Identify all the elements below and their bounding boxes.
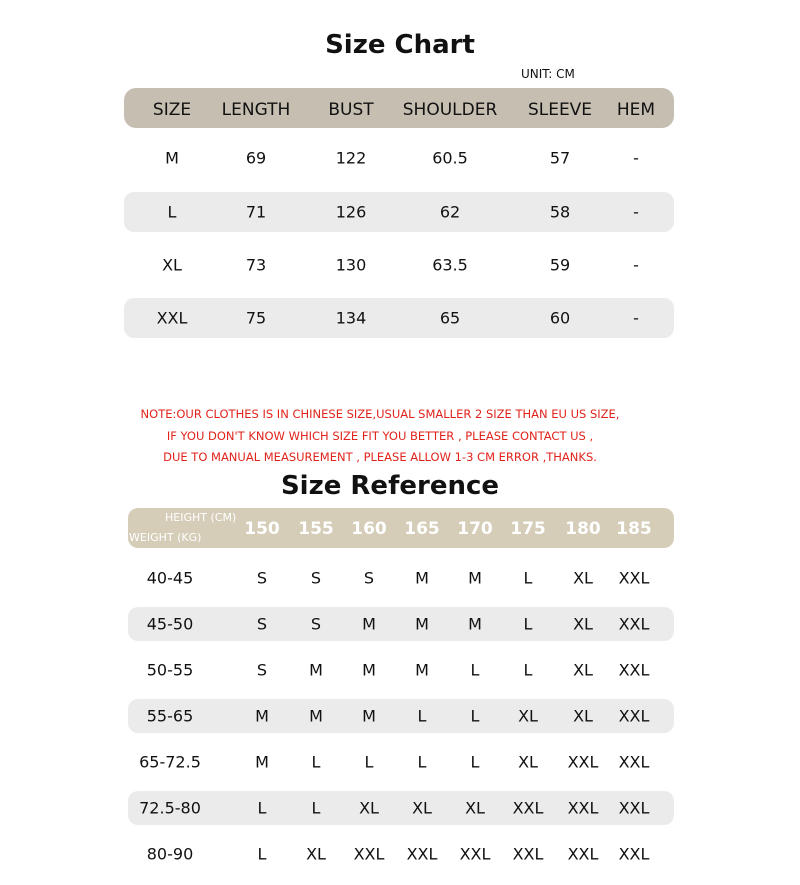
height-header: 150 <box>244 519 280 539</box>
size-cell: S <box>310 614 322 634</box>
measurement-cell: 63.5 <box>432 255 468 275</box>
unit-label: UNIT: CM <box>521 67 575 81</box>
note-line-3: DUE TO MANUAL MEASUREMENT , PLEASE ALLOW 1-3 CM ERROR ,THANKS. <box>163 450 597 464</box>
column-header: SHOULDER <box>402 100 498 120</box>
size-cell: XXL <box>156 308 188 328</box>
measurement-cell: 71 <box>245 202 267 222</box>
size-cell: L <box>311 798 321 818</box>
size-cell: M <box>165 148 179 168</box>
size-cell: S <box>363 568 375 588</box>
size-cell: XXL <box>406 844 438 864</box>
measurement-cell: 69 <box>245 148 267 168</box>
size-cell: M <box>309 660 323 680</box>
measurement-cell: 60 <box>549 308 571 328</box>
size-chart-title: Size Chart <box>325 30 475 60</box>
size-cell: XL <box>573 614 593 634</box>
measurement-cell: 60.5 <box>432 148 468 168</box>
size-cell: S <box>256 614 268 634</box>
size-cell: XXL <box>512 798 544 818</box>
size-cell: L <box>311 752 321 772</box>
measurement-cell: 58 <box>549 202 571 222</box>
size-cell: L <box>364 752 374 772</box>
size-cell: XXL <box>618 568 650 588</box>
weight-cell: 45-50 <box>146 614 194 634</box>
measurement-cell: - <box>633 202 639 222</box>
size-cell: M <box>415 614 429 634</box>
measurement-cell: 134 <box>335 308 367 328</box>
size-cell: XL <box>573 706 593 726</box>
measurement-cell: 62 <box>439 202 461 222</box>
weight-cell: 72.5-80 <box>139 798 201 818</box>
measurement-cell: 130 <box>335 255 367 275</box>
column-header: BUST <box>328 100 374 120</box>
size-cell: M <box>362 706 376 726</box>
height-header: 175 <box>510 519 546 539</box>
size-cell: L <box>470 706 480 726</box>
size-cell: XL <box>359 798 379 818</box>
height-header: 165 <box>404 519 440 539</box>
height-header: 180 <box>565 519 601 539</box>
size-cell: M <box>362 660 376 680</box>
measurement-cell: 122 <box>335 148 367 168</box>
measurement-cell: 75 <box>245 308 267 328</box>
weight-cell: 65-72.5 <box>139 752 201 772</box>
measurement-cell: - <box>633 255 639 275</box>
size-cell: L <box>523 660 533 680</box>
height-header: 185 <box>616 519 652 539</box>
height-header: 155 <box>298 519 334 539</box>
height-label: HEIGHT (CM) <box>165 511 237 524</box>
measurement-cell: - <box>633 148 639 168</box>
stripe-row <box>124 192 674 232</box>
height-header: 170 <box>457 519 493 539</box>
size-cell: XXL <box>618 798 650 818</box>
measurement-cell: 126 <box>335 202 367 222</box>
weight-label: WEIGHT (KG) <box>129 531 202 544</box>
size-cell: S <box>310 568 322 588</box>
size-cell: XL <box>465 798 485 818</box>
size-cell: M <box>309 706 323 726</box>
measurement-cell: 59 <box>549 255 571 275</box>
column-header: HEM <box>616 100 656 120</box>
size-cell: M <box>255 706 269 726</box>
measurement-cell: 73 <box>245 255 267 275</box>
size-cell: M <box>362 614 376 634</box>
size-cell: M <box>468 568 482 588</box>
size-cell: L <box>257 844 267 864</box>
stripe-row <box>124 298 674 338</box>
size-cell: XL <box>573 568 593 588</box>
size-cell: L <box>257 798 267 818</box>
measurement-cell: 65 <box>439 308 461 328</box>
size-cell: XL <box>162 255 182 275</box>
size-cell: XXL <box>618 844 650 864</box>
column-header: SLEEVE <box>527 100 593 120</box>
size-cell: XL <box>518 752 538 772</box>
measurement-cell: 57 <box>549 148 571 168</box>
size-cell: XXL <box>567 752 599 772</box>
column-header: LENGTH <box>221 100 291 120</box>
size-cell: L <box>470 752 480 772</box>
size-cell: M <box>415 568 429 588</box>
size-cell: XXL <box>512 844 544 864</box>
height-header: 160 <box>351 519 387 539</box>
size-cell: L <box>417 752 427 772</box>
size-cell: XXL <box>353 844 385 864</box>
column-header: SIZE <box>152 100 192 120</box>
size-cell: L <box>523 614 533 634</box>
size-cell: XXL <box>567 844 599 864</box>
size-cell: L <box>523 568 533 588</box>
size-cell: S <box>256 568 268 588</box>
size-cell: XL <box>306 844 326 864</box>
note-line-1: NOTE:OUR CLOTHES IS IN CHINESE SIZE,USUAL SMALLER 2 SIZE THAN EU US SIZE, <box>140 407 620 421</box>
weight-cell: 55-65 <box>146 706 194 726</box>
weight-cell: 80-90 <box>146 844 194 864</box>
size-cell: M <box>415 660 429 680</box>
size-cell: XXL <box>618 706 650 726</box>
size-cell: L <box>470 660 480 680</box>
size-cell: XL <box>412 798 432 818</box>
size-cell: S <box>256 660 268 680</box>
size-cell: XXL <box>618 660 650 680</box>
size-cell: L <box>417 706 427 726</box>
size-cell: M <box>468 614 482 634</box>
size-cell: L <box>167 202 177 222</box>
size-cell: XXL <box>618 614 650 634</box>
size-cell: XXL <box>459 844 491 864</box>
size-cell: XXL <box>567 798 599 818</box>
weight-cell: 40-45 <box>146 568 194 588</box>
weight-cell: 50-55 <box>146 660 194 680</box>
size-cell: XL <box>573 660 593 680</box>
size-cell: M <box>255 752 269 772</box>
measurement-cell: - <box>633 308 639 328</box>
size-reference-title: Size Reference <box>280 471 500 501</box>
size-cell: XL <box>518 706 538 726</box>
size-cell: XXL <box>618 752 650 772</box>
note-line-2: IF YOU DON'T KNOW WHICH SIZE FIT YOU BETTER , PLEASE CONTACT US , <box>166 429 594 443</box>
